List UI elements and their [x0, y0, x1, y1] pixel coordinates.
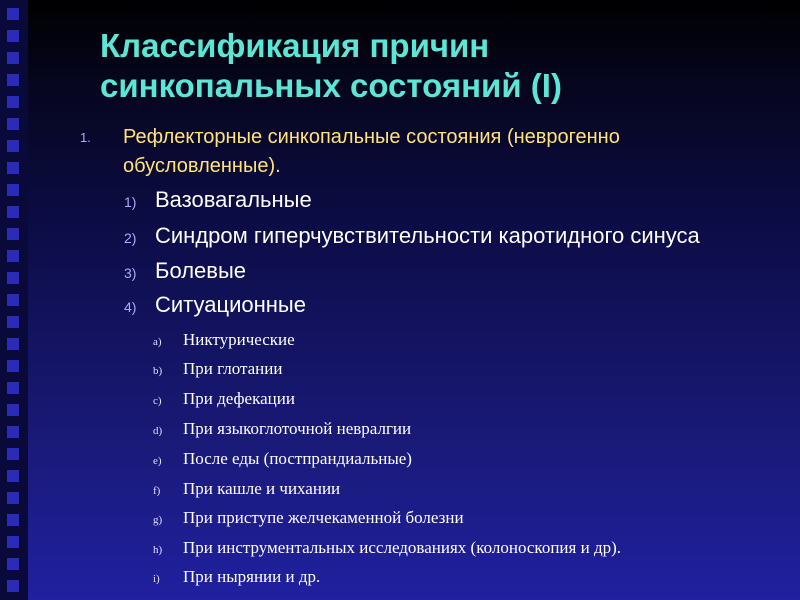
- situational-item: [153, 537, 793, 559]
- decor-square: [7, 162, 19, 174]
- situational-item-letter: f): [153, 485, 161, 497]
- list-item-reflex-syncope: [80, 123, 780, 181]
- situational-item-letter: b): [153, 365, 163, 377]
- situational-item: [153, 329, 793, 351]
- sublist-item-number: 2): [124, 230, 137, 246]
- situational-item-text: При приступе желчекаменной болезни: [183, 508, 464, 527]
- decor-square: [7, 470, 19, 482]
- decor-square: [7, 426, 19, 438]
- situational-item-text: При кашле и чихании: [183, 479, 341, 498]
- sublist-item-number: 4): [124, 299, 137, 315]
- situational-item-letter: a): [153, 336, 162, 348]
- decor-square: [7, 250, 19, 262]
- decor-square: [7, 294, 19, 306]
- decor-square: [7, 74, 19, 86]
- situational-item: [153, 478, 793, 500]
- situational-item: [153, 358, 793, 380]
- situational-item: [153, 448, 793, 470]
- situational-item: [153, 388, 793, 410]
- decor-square: [7, 30, 19, 42]
- decor-square: [7, 96, 19, 108]
- situational-item-letter: c): [153, 395, 162, 407]
- situational-item-text: При дефекации: [183, 389, 295, 408]
- decor-square: [7, 580, 19, 592]
- decor-square: [7, 316, 19, 328]
- decor-square: [7, 492, 19, 504]
- decor-square: [7, 536, 19, 548]
- decor-square: [7, 206, 19, 218]
- situational-item-text: При глотании: [183, 359, 283, 378]
- slide-title: [100, 26, 562, 106]
- decor-square: [7, 140, 19, 152]
- decor-square: [7, 8, 19, 20]
- sublist-item-number: 3): [124, 265, 137, 281]
- decor-square: [7, 184, 19, 196]
- sublist-item-text: Вазовагальные: [155, 187, 312, 212]
- decor-square: [7, 272, 19, 284]
- sublist-item-text: Ситуационные: [155, 292, 306, 317]
- situational-item-letter: i): [153, 573, 160, 585]
- decor-square: [7, 338, 19, 350]
- decorative-square-strip: [0, 0, 28, 600]
- sublist-item-number: 1): [124, 194, 137, 210]
- situational-item-text: После еды (постпрандиальные): [183, 449, 412, 468]
- decor-square: [7, 118, 19, 130]
- sublist-item-text: Болевые: [155, 258, 246, 283]
- slide-title-line-1: Классификация причин: [100, 27, 490, 64]
- decor-square: [7, 448, 19, 460]
- sublist-item: [124, 222, 784, 250]
- decor-square: [7, 558, 19, 570]
- decor-square: [7, 382, 19, 394]
- decor-square: [7, 52, 19, 64]
- situational-item-letter: e): [153, 455, 162, 467]
- sublist-item: [124, 291, 784, 319]
- sublist-item: [124, 257, 784, 285]
- situational-item-letter: g): [153, 514, 163, 526]
- sublist-item-text: Синдром гиперчувствительности каротидного синуса: [155, 223, 700, 248]
- situational-item: [153, 507, 793, 529]
- situational-item-text: При нырянии и др.: [183, 567, 321, 586]
- situational-item: [153, 566, 793, 588]
- decor-square: [7, 360, 19, 372]
- situational-item-text: Никтурические: [183, 330, 295, 349]
- list-item-text: Рефлекторные синкопальные состояния (неврогенно обусловленные).: [123, 126, 620, 177]
- slide-title-line-2: синкопальных состояний (I): [100, 67, 562, 104]
- situational-item-text: При инструментальных исследованиях (колоноскопия и др).: [183, 538, 621, 557]
- situational-item-letter: d): [153, 425, 163, 437]
- decor-square: [7, 404, 19, 416]
- sublist-item: [124, 186, 784, 214]
- decor-square: [7, 514, 19, 526]
- decor-square: [7, 228, 19, 240]
- situational-item: [153, 418, 793, 440]
- situational-item-text: При языкоглоточной невралгии: [183, 419, 412, 438]
- list-item-number: 1.: [80, 130, 91, 145]
- situational-item-letter: h): [153, 544, 163, 556]
